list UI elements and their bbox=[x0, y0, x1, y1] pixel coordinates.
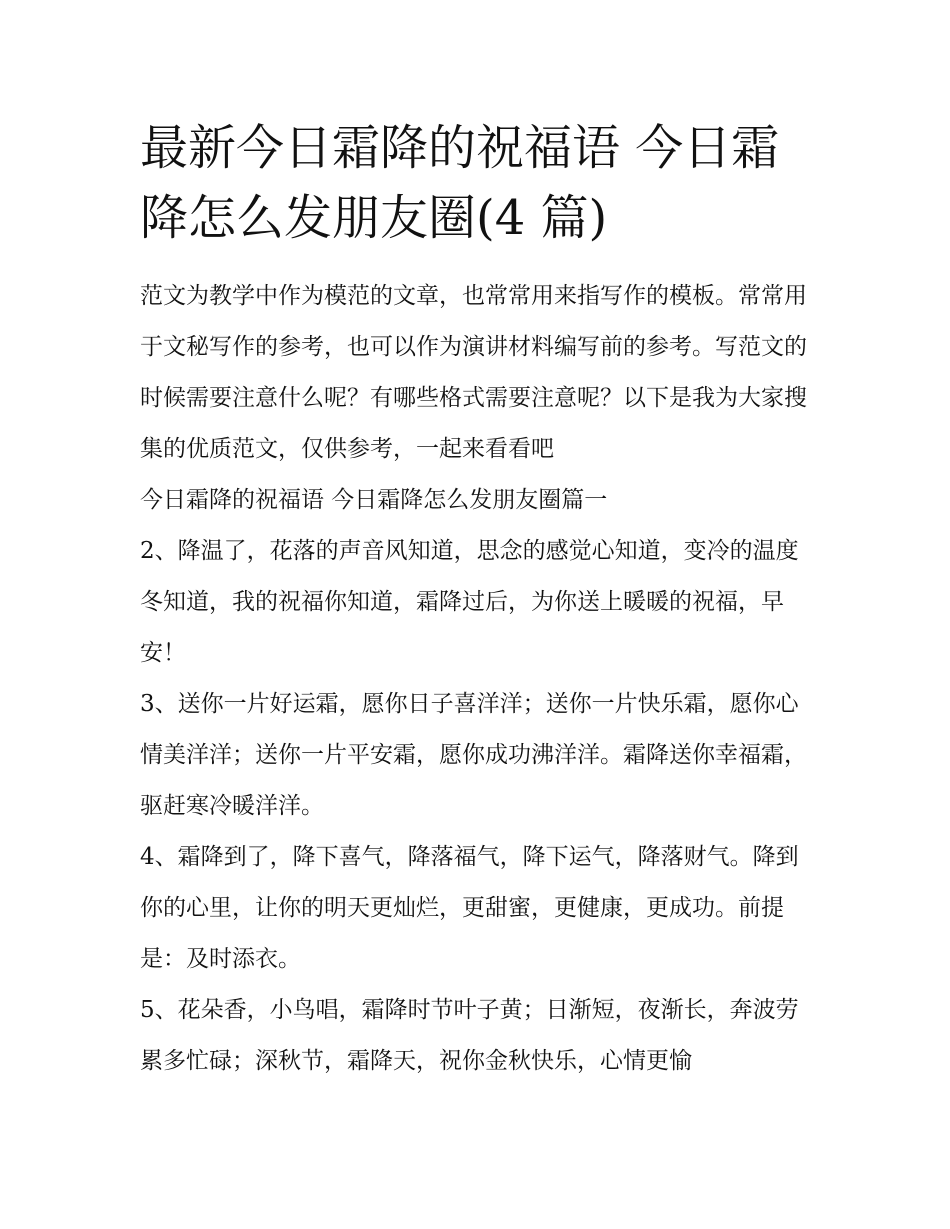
document-title: 最新今日霜降的祝福语 今日霜降怎么发朋友圈(4 篇) bbox=[140, 120, 780, 246]
wish-paragraph-2: 2、降温了，花落的声音风知道，思念的感觉心知道，变冷的温度冬知道，我的祝福你知道，霜降过后，为你送上暖暖的祝福，早安！ bbox=[140, 538, 799, 666]
wish-paragraph-5: 5、花朵香，小鸟唱，霜降时节叶子黄；日渐短，夜渐长，奔波劳累多忙碌；深秋节，霜降天，祝你金秋快乐，心情更愉 bbox=[140, 997, 799, 1074]
section-heading: 今日霜降的祝福语 今日霜降怎么发朋友圈篇一 bbox=[140, 487, 608, 513]
wish-paragraph-4: 4、霜降到了，降下喜气，降落福气，降下运气，降落财气。降到你的心里，让你的明天更灿烂，更甜蜜，更健康，更成功。前提是：及时添衣。 bbox=[140, 844, 799, 972]
wish-paragraph-3: 3、送你一片好运霜，愿你日子喜洋洋；送你一片快乐霜，愿你心情美洋洋；送你一片平安霜，愿你成功沸洋洋。霜降送你幸福霜，驱赶寒冷暖洋洋。 bbox=[140, 691, 807, 819]
document-body bbox=[140, 271, 815, 1087]
intro-paragraph: 范文为教学中作为模范的文章，也常常用来指写作的模板。常常用于文秘写作的参考，也可以作为演讲材料编写前的参考。写范文的时候需要注意什么呢？有哪些格式需要注意呢？以下是我为大家搜集的优质范文，仅供参考，一起来看看吧 bbox=[140, 283, 807, 462]
document-page bbox=[140, 113, 815, 1087]
